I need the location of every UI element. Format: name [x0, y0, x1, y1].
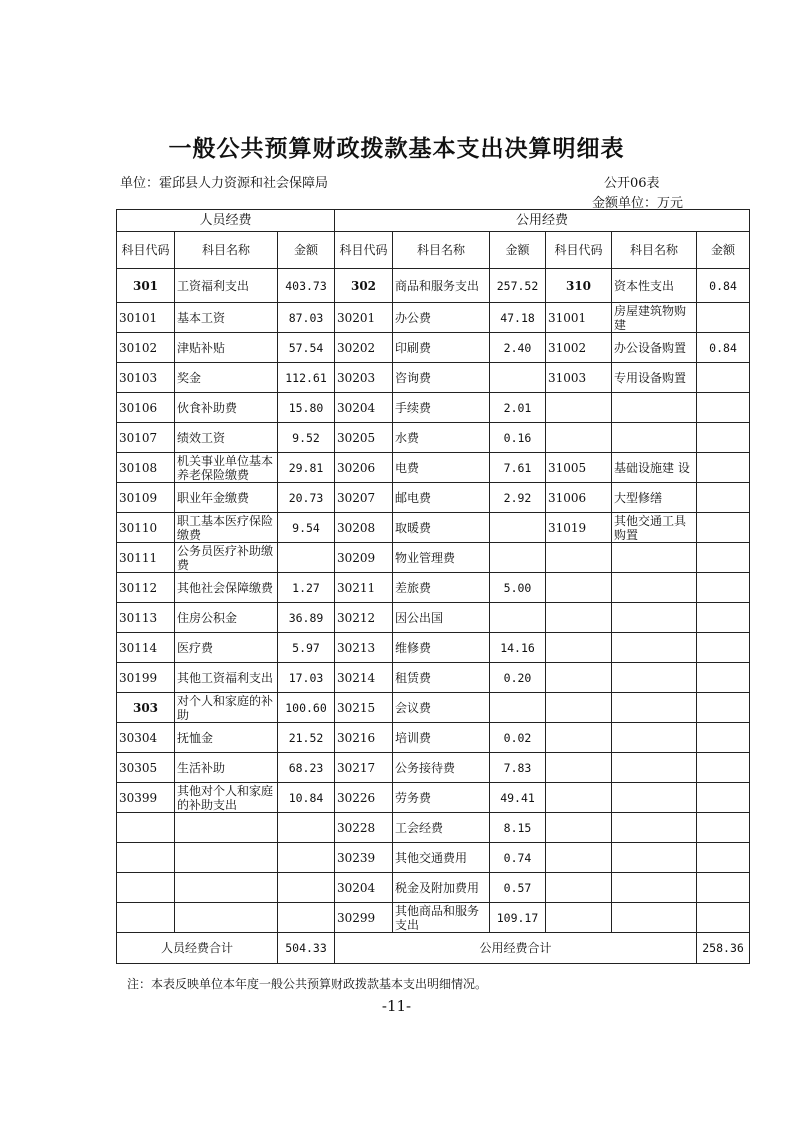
- amount-cell: [490, 693, 546, 723]
- code-cell: 30215: [335, 693, 393, 723]
- code-cell: 31003: [546, 363, 612, 393]
- code-cell: [546, 903, 612, 933]
- amount-cell: 10.84: [278, 783, 335, 813]
- code-cell: 30299: [335, 903, 393, 933]
- amount-cell: 5.97: [278, 633, 335, 663]
- name-cell: 大型修缮: [612, 483, 697, 513]
- name-cell: [612, 603, 697, 633]
- code-cell: 30204: [335, 393, 393, 423]
- amount-cell: 109.17: [490, 903, 546, 933]
- code-cell: [546, 603, 612, 633]
- amount-cell: [697, 363, 750, 393]
- name-cell: [612, 723, 697, 753]
- totals-row: [117, 933, 750, 964]
- amount-cell: [697, 423, 750, 453]
- name-cell: 咨询费: [393, 363, 490, 393]
- amount-cell: 68.23: [278, 753, 335, 783]
- code-cell: 30305: [117, 753, 175, 783]
- amount-cell: 36.89: [278, 603, 335, 633]
- amount-cell: 29.81: [278, 453, 335, 483]
- name-cell: 基础设施建 设: [612, 453, 697, 483]
- name-cell: 住房公积金: [175, 603, 278, 633]
- code-cell: [546, 723, 612, 753]
- code-cell: 30101: [117, 303, 175, 333]
- amount-cell: [697, 543, 750, 573]
- amount-cell: [490, 363, 546, 393]
- code-cell: 301: [117, 269, 175, 303]
- header-amount: 金额: [697, 232, 750, 269]
- name-cell: 其他交通费用: [393, 843, 490, 873]
- code-cell: 30201: [335, 303, 393, 333]
- name-cell: [612, 903, 697, 933]
- code-cell: 30206: [335, 453, 393, 483]
- name-cell: 租赁费: [393, 663, 490, 693]
- code-cell: 30399: [117, 783, 175, 813]
- name-cell: 其他商品和服务支出: [393, 903, 490, 933]
- table-row: [117, 573, 750, 603]
- amount-cell: [697, 453, 750, 483]
- code-cell: 31019: [546, 513, 612, 543]
- page-number: -11-: [381, 997, 412, 1015]
- name-cell: 工会经费: [393, 813, 490, 843]
- code-cell: 30113: [117, 603, 175, 633]
- code-cell: [546, 873, 612, 903]
- name-cell: 房屋建筑物购建: [612, 303, 697, 333]
- table-row: [117, 903, 750, 933]
- amount-cell: 0.16: [490, 423, 546, 453]
- name-cell: [175, 903, 278, 933]
- amount-cell: [697, 483, 750, 513]
- amount-cell: 8.15: [490, 813, 546, 843]
- name-cell: 津贴补贴: [175, 333, 278, 363]
- amount-cell: 21.52: [278, 723, 335, 753]
- header-name: 科目名称: [175, 232, 278, 269]
- public-total-label: 公用经费合计: [335, 933, 697, 964]
- header-amount: 金额: [278, 232, 335, 269]
- code-cell: [117, 813, 175, 843]
- amount-cell: 9.52: [278, 423, 335, 453]
- code-cell: 30106: [117, 393, 175, 423]
- code-cell: 30107: [117, 423, 175, 453]
- code-cell: [117, 903, 175, 933]
- header-name: 科目名称: [612, 232, 697, 269]
- code-cell: 302: [335, 269, 393, 303]
- name-cell: 物业管理费: [393, 543, 490, 573]
- name-cell: 维修费: [393, 633, 490, 663]
- header-amount: 金额: [490, 232, 546, 269]
- header-code: 科目代码: [335, 232, 393, 269]
- amount-cell: [490, 543, 546, 573]
- name-cell: 水费: [393, 423, 490, 453]
- amount-cell: [697, 513, 750, 543]
- table-row: [117, 693, 750, 723]
- table-row: [117, 783, 750, 813]
- amount-cell: [697, 303, 750, 333]
- amount-cell: 7.61: [490, 453, 546, 483]
- amount-cell: 14.16: [490, 633, 546, 663]
- code-cell: 30205: [335, 423, 393, 453]
- amount-cell: 1.27: [278, 573, 335, 603]
- name-cell: 取暖费: [393, 513, 490, 543]
- table-row: [117, 543, 750, 573]
- name-cell: 电费: [393, 453, 490, 483]
- amount-cell: 112.61: [278, 363, 335, 393]
- unit-label: 单位：霍邱县人力资源和社会保障局: [120, 176, 329, 191]
- header-code: 科目代码: [117, 232, 175, 269]
- table-row: [117, 513, 750, 543]
- form-number: 公开06表: [604, 176, 660, 191]
- code-cell: 30217: [335, 753, 393, 783]
- table-row: [117, 453, 750, 483]
- amount-cell: [697, 633, 750, 663]
- name-cell: 其他工资福利支出: [175, 663, 278, 693]
- code-cell: [546, 393, 612, 423]
- name-cell: [612, 813, 697, 843]
- amount-cell: [697, 873, 750, 903]
- name-cell: [612, 843, 697, 873]
- name-cell: [612, 543, 697, 573]
- amount-cell: [697, 903, 750, 933]
- name-cell: 印刷费: [393, 333, 490, 363]
- name-cell: 抚恤金: [175, 723, 278, 753]
- code-cell: 30199: [117, 663, 175, 693]
- code-cell: 30103: [117, 363, 175, 393]
- code-cell: [546, 783, 612, 813]
- name-cell: 职工基本医疗保险缴费: [175, 513, 278, 543]
- footnote: 注：本表反映单位本年度一般公共预算财政拨款基本支出明细情况。: [127, 977, 488, 991]
- amount-cell: [490, 513, 546, 543]
- code-cell: [546, 693, 612, 723]
- amount-cell: 0.02: [490, 723, 546, 753]
- amount-cell: 2.01: [490, 393, 546, 423]
- name-cell: 专用设备购置: [612, 363, 697, 393]
- amount-cell: 0.84: [697, 333, 750, 363]
- amount-cell: 100.60: [278, 693, 335, 723]
- personnel-total-label: 人员经费合计: [117, 933, 278, 964]
- name-cell: 资本性支出: [612, 269, 697, 303]
- code-cell: 30111: [117, 543, 175, 573]
- amount-cell: [490, 603, 546, 633]
- code-cell: 30304: [117, 723, 175, 753]
- name-cell: 生活补助: [175, 753, 278, 783]
- code-cell: 30209: [335, 543, 393, 573]
- amount-cell: [278, 873, 335, 903]
- amount-cell: [697, 393, 750, 423]
- code-cell: [546, 753, 612, 783]
- code-cell: [546, 633, 612, 663]
- name-cell: 因公出国: [393, 603, 490, 633]
- amount-cell: [697, 753, 750, 783]
- code-cell: 31001: [546, 303, 612, 333]
- name-cell: [612, 393, 697, 423]
- name-cell: 会议费: [393, 693, 490, 723]
- code-cell: 30202: [335, 333, 393, 363]
- name-cell: [612, 693, 697, 723]
- code-cell: 30208: [335, 513, 393, 543]
- amount-cell: [697, 603, 750, 633]
- name-cell: [612, 873, 697, 903]
- code-cell: 30204: [335, 873, 393, 903]
- name-cell: 职业年金缴费: [175, 483, 278, 513]
- name-cell: 伙食补助费: [175, 393, 278, 423]
- amount-cell: 2.40: [490, 333, 546, 363]
- name-cell: 办公费: [393, 303, 490, 333]
- code-cell: 30216: [335, 723, 393, 753]
- section-personnel: 人员经费: [117, 210, 335, 232]
- amount-cell: [697, 813, 750, 843]
- code-cell: 30228: [335, 813, 393, 843]
- amount-cell: [697, 783, 750, 813]
- name-cell: 医疗费: [175, 633, 278, 663]
- amount-cell: [278, 813, 335, 843]
- table-row: [117, 393, 750, 423]
- table-row: [117, 723, 750, 753]
- code-cell: 30213: [335, 633, 393, 663]
- amount-cell: [278, 843, 335, 873]
- table-row: [117, 423, 750, 453]
- personnel-total-value: 504.33: [278, 933, 335, 964]
- table-row: [117, 483, 750, 513]
- amount-cell: 7.83: [490, 753, 546, 783]
- name-cell: [612, 783, 697, 813]
- section-header-row: [117, 210, 750, 232]
- name-cell: 税金及附加费用: [393, 873, 490, 903]
- code-cell: [117, 873, 175, 903]
- amount-cell: 87.03: [278, 303, 335, 333]
- name-cell: 培训费: [393, 723, 490, 753]
- name-cell: [175, 813, 278, 843]
- amount-cell: 403.73: [278, 269, 335, 303]
- name-cell: 办公设备购置: [612, 333, 697, 363]
- amount-cell: [697, 843, 750, 873]
- amount-cell: [697, 693, 750, 723]
- code-cell: 30110: [117, 513, 175, 543]
- code-cell: [546, 843, 612, 873]
- table-row: [117, 269, 750, 303]
- name-cell: 机关事业单位基本养老保险缴费: [175, 453, 278, 483]
- header-name: 科目名称: [393, 232, 490, 269]
- name-cell: 差旅费: [393, 573, 490, 603]
- table-row: [117, 603, 750, 633]
- name-cell: 劳务费: [393, 783, 490, 813]
- code-cell: 310: [546, 269, 612, 303]
- code-cell: 30102: [117, 333, 175, 363]
- code-cell: [546, 543, 612, 573]
- table-row: [117, 813, 750, 843]
- amount-cell: 257.52: [490, 269, 546, 303]
- name-cell: 绩效工资: [175, 423, 278, 453]
- name-cell: [175, 873, 278, 903]
- amount-cell: 2.92: [490, 483, 546, 513]
- money-unit: 金额单位：万元: [592, 196, 684, 211]
- name-cell: 其他交通工具购置: [612, 513, 697, 543]
- amount-cell: 15.80: [278, 393, 335, 423]
- name-cell: [612, 633, 697, 663]
- amount-cell: 9.54: [278, 513, 335, 543]
- table-row: [117, 873, 750, 903]
- name-cell: 对个人和家庭的补助: [175, 693, 278, 723]
- table-row: [117, 303, 750, 333]
- amount-cell: 57.54: [278, 333, 335, 363]
- name-cell: 公务员医疗补助缴费: [175, 543, 278, 573]
- table-row: [117, 753, 750, 783]
- code-cell: 30212: [335, 603, 393, 633]
- code-cell: 30112: [117, 573, 175, 603]
- table-row: [117, 843, 750, 873]
- name-cell: 手续费: [393, 393, 490, 423]
- code-cell: 303: [117, 693, 175, 723]
- table-row: [117, 663, 750, 693]
- amount-cell: 0.57: [490, 873, 546, 903]
- code-cell: 31005: [546, 453, 612, 483]
- code-cell: 30108: [117, 453, 175, 483]
- amount-cell: [278, 543, 335, 573]
- amount-cell: 0.74: [490, 843, 546, 873]
- code-cell: 31002: [546, 333, 612, 363]
- name-cell: 公务接待费: [393, 753, 490, 783]
- name-cell: 邮电费: [393, 483, 490, 513]
- code-cell: 30109: [117, 483, 175, 513]
- section-public: 公用经费: [335, 210, 750, 232]
- header-code: 科目代码: [546, 232, 612, 269]
- table-row: [117, 363, 750, 393]
- code-cell: 30114: [117, 633, 175, 663]
- name-cell: [612, 423, 697, 453]
- amount-cell: 0.20: [490, 663, 546, 693]
- code-cell: [546, 423, 612, 453]
- column-header-row: [117, 232, 750, 269]
- code-cell: [546, 573, 612, 603]
- name-cell: 其他对个人和家庭的补助支出: [175, 783, 278, 813]
- name-cell: 工资福利支出: [175, 269, 278, 303]
- amount-cell: [697, 723, 750, 753]
- name-cell: [175, 843, 278, 873]
- code-cell: 30211: [335, 573, 393, 603]
- amount-cell: 0.84: [697, 269, 750, 303]
- name-cell: 商品和服务支出: [393, 269, 490, 303]
- amount-cell: 17.03: [278, 663, 335, 693]
- name-cell: [612, 753, 697, 783]
- code-cell: 30239: [335, 843, 393, 873]
- name-cell: 基本工资: [175, 303, 278, 333]
- code-cell: 30207: [335, 483, 393, 513]
- amount-cell: 5.00: [490, 573, 546, 603]
- name-cell: 其他社会保障缴费: [175, 573, 278, 603]
- amount-cell: [278, 903, 335, 933]
- code-cell: [546, 813, 612, 843]
- amount-cell: 20.73: [278, 483, 335, 513]
- amount-cell: [697, 573, 750, 603]
- table-row: [117, 333, 750, 363]
- code-cell: 30226: [335, 783, 393, 813]
- code-cell: 31006: [546, 483, 612, 513]
- page-title: 一般公共预算财政拨款基本支出决算明细表: [168, 135, 625, 162]
- code-cell: 30203: [335, 363, 393, 393]
- name-cell: [612, 573, 697, 603]
- public-total-value: 258.36: [697, 933, 750, 964]
- code-cell: [117, 843, 175, 873]
- table-row: [117, 633, 750, 663]
- amount-cell: 49.41: [490, 783, 546, 813]
- name-cell: [612, 663, 697, 693]
- name-cell: 奖金: [175, 363, 278, 393]
- expenditure-table: [116, 209, 750, 964]
- amount-cell: 47.18: [490, 303, 546, 333]
- code-cell: [546, 663, 612, 693]
- amount-cell: [697, 663, 750, 693]
- code-cell: 30214: [335, 663, 393, 693]
